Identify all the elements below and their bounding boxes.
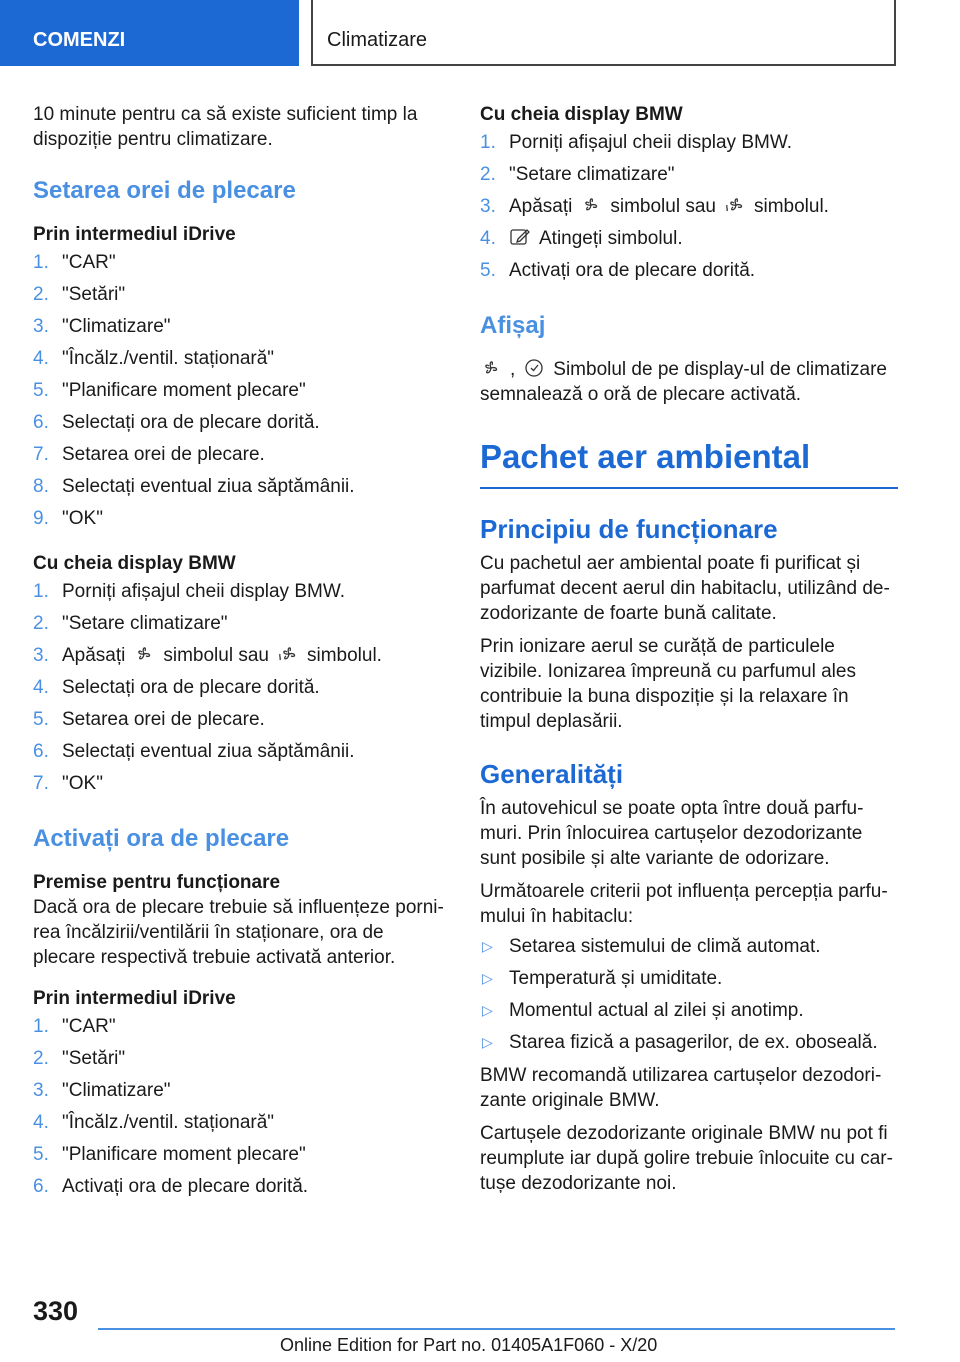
fan-icon bbox=[133, 644, 155, 664]
list-item: 7. Setarea orei de plecare. bbox=[33, 444, 265, 465]
list-item: ▷ Temperatură și umiditate. bbox=[482, 968, 723, 989]
list-item: 1. "CAR" bbox=[33, 1016, 116, 1037]
intro-text: 10 minute pentru ca să existe suficient timp la dispoziție pentru climatizare. bbox=[33, 104, 418, 150]
heading-afisaj: Afișaj bbox=[480, 312, 546, 339]
list-item: ▷ Momentul actual al zilei și anotimp. bbox=[482, 1000, 804, 1021]
afisaj-comma: , bbox=[510, 359, 516, 380]
list-item: 1. "CAR" bbox=[33, 252, 116, 273]
page-number: 330 bbox=[33, 1296, 79, 1326]
list-item: 3. "Climatizare" bbox=[33, 316, 171, 337]
idrive-steps-1 bbox=[33, 247, 451, 535]
list-item: 6. Activați ora de plecare dorită. bbox=[33, 1176, 309, 1197]
principiu-paragraph-1: Cu pachetul aer ambiental poate fi purificat și parfumat decent aerul din habitaclu, utilizând dezodorizante de foarte bună calitate. bbox=[480, 553, 890, 624]
afisaj-text-block bbox=[480, 357, 898, 407]
left-column bbox=[33, 102, 451, 1203]
fan-icon bbox=[480, 358, 502, 378]
list-item: 3. Apăsați simbolul sau simbolul. bbox=[480, 196, 829, 217]
edit-icon bbox=[509, 227, 531, 247]
heading-setare-ora: Setarea orei de plecare bbox=[33, 177, 296, 204]
list-item: 6. Selectați eventual ziua săptămânii. bbox=[33, 741, 355, 762]
heading-generalitati: Generalități bbox=[480, 759, 624, 789]
criteria-list bbox=[480, 931, 898, 1059]
list-item: 2. "Setări" bbox=[33, 284, 126, 305]
list-item: 1. Porniți afișajul cheii display BMW. bbox=[33, 581, 345, 602]
list-item: 9. "OK" bbox=[33, 508, 103, 529]
subheading-idrive-2: Prin intermediul iDrive bbox=[33, 988, 236, 1009]
list-item: 5. Setarea orei de plecare. bbox=[33, 709, 265, 730]
display-key-steps-2 bbox=[480, 127, 898, 287]
list-item: 3. Apăsați simbolul sau simbolul. bbox=[33, 645, 382, 666]
list-item: 4. "Încălz./ventil. staționară" bbox=[33, 1112, 275, 1133]
subheading-premise: Premise pentru funcționare bbox=[33, 872, 281, 893]
generalitati-paragraph-1: În autovehicul se poate opta între două parfumuri. Prin înlocuirea cartușelor dezodorizante sunt posibile și alte variante de odorizare. bbox=[480, 798, 864, 869]
principiu-paragraph-2: Prin ionizare aerul se curăță de particulele vizibile. Ionizarea împreună cu parfumul ales contribuie la buna dispoziție și la relaxare în timpul deplasării. bbox=[480, 636, 856, 732]
list-item: ▷ Starea fizică a pasagerilor, de ex. oboseală. bbox=[482, 1032, 878, 1053]
list-item: 3. "Climatizare" bbox=[33, 1080, 171, 1101]
clock-icon bbox=[523, 358, 545, 378]
afisaj-text: Simbolul de pe display-ul de climatizare semnalează o oră de plecare activată. bbox=[480, 359, 887, 405]
generalitati-paragraph-2: Următoarele criterii pot influența percepția parfumului în habitaclu: bbox=[480, 881, 888, 927]
header-section-tab bbox=[0, 0, 299, 66]
heading-activati-ora: Activați ora de plecare bbox=[33, 825, 290, 852]
list-item: 5. Activați ora de plecare dorită. bbox=[480, 260, 756, 281]
idrive-steps-2 bbox=[33, 1011, 451, 1203]
list-item: 6. Selectați ora de plecare dorită. bbox=[33, 412, 320, 433]
generalitati-paragraph-4: Cartușele dezodorizante originale BMW nu pot fi reumplute iar după golire trebuie înlocuite cu cartușe dezodorizante noi. bbox=[480, 1123, 893, 1194]
subheading-display-key-2: Cu cheia display BMW bbox=[480, 104, 683, 125]
list-item: 1. Porniți afișajul cheii display BMW. bbox=[480, 132, 792, 153]
display-key-steps-1 bbox=[33, 576, 451, 800]
fan-icon bbox=[580, 195, 602, 215]
premise-text: Dacă ora de plecare trebuie să influențeze pornirea încălzirii/ventilării în staționare, ora de plecare respectivă trebuie activată anterior. bbox=[33, 897, 444, 968]
list-item: 4. "Încălz./ventil. staționară" bbox=[33, 348, 275, 369]
header-chapter-label: Climatizare bbox=[327, 29, 428, 51]
list-item: ▷ Setarea sistemului de climă automat. bbox=[482, 936, 821, 957]
fan-heat-icon bbox=[724, 195, 746, 215]
list-item: 2. "Setări" bbox=[33, 1048, 126, 1069]
list-item: 2. "Setare climatizare" bbox=[480, 164, 675, 185]
generalitati-paragraph-3: BMW recomandă utilizarea cartușelor dezodorizante originale BMW. bbox=[480, 1065, 882, 1111]
heading-pachet-aer: Pachet aer ambiental bbox=[480, 437, 898, 489]
list-item: 2. "Setare climatizare" bbox=[33, 613, 228, 634]
list-item: 4. Selectați ora de plecare dorită. bbox=[33, 677, 320, 698]
list-item: 5. "Planificare moment plecare" bbox=[33, 1144, 306, 1165]
list-item: 4. Atingeți simbolul. bbox=[480, 228, 683, 249]
header-chapter-tab bbox=[311, 0, 896, 66]
fan-heat-icon bbox=[277, 644, 299, 664]
header-section-label: COMENZI bbox=[33, 29, 126, 51]
subheading-display-key-1: Cu cheia display BMW bbox=[33, 553, 236, 574]
right-column bbox=[480, 102, 898, 1204]
footer-divider bbox=[98, 1328, 895, 1330]
footer-edition: Online Edition for Part no. 01405A1F060 - X/20 bbox=[280, 1335, 658, 1355]
list-item: 5. "Planificare moment plecare" bbox=[33, 380, 306, 401]
list-item: 7. "OK" bbox=[33, 773, 103, 794]
list-item: 8. Selectați eventual ziua săptămânii. bbox=[33, 476, 355, 497]
heading-principiu: Principiu de funcționare bbox=[480, 514, 778, 544]
subheading-idrive-1: Prin intermediul iDrive bbox=[33, 224, 236, 245]
